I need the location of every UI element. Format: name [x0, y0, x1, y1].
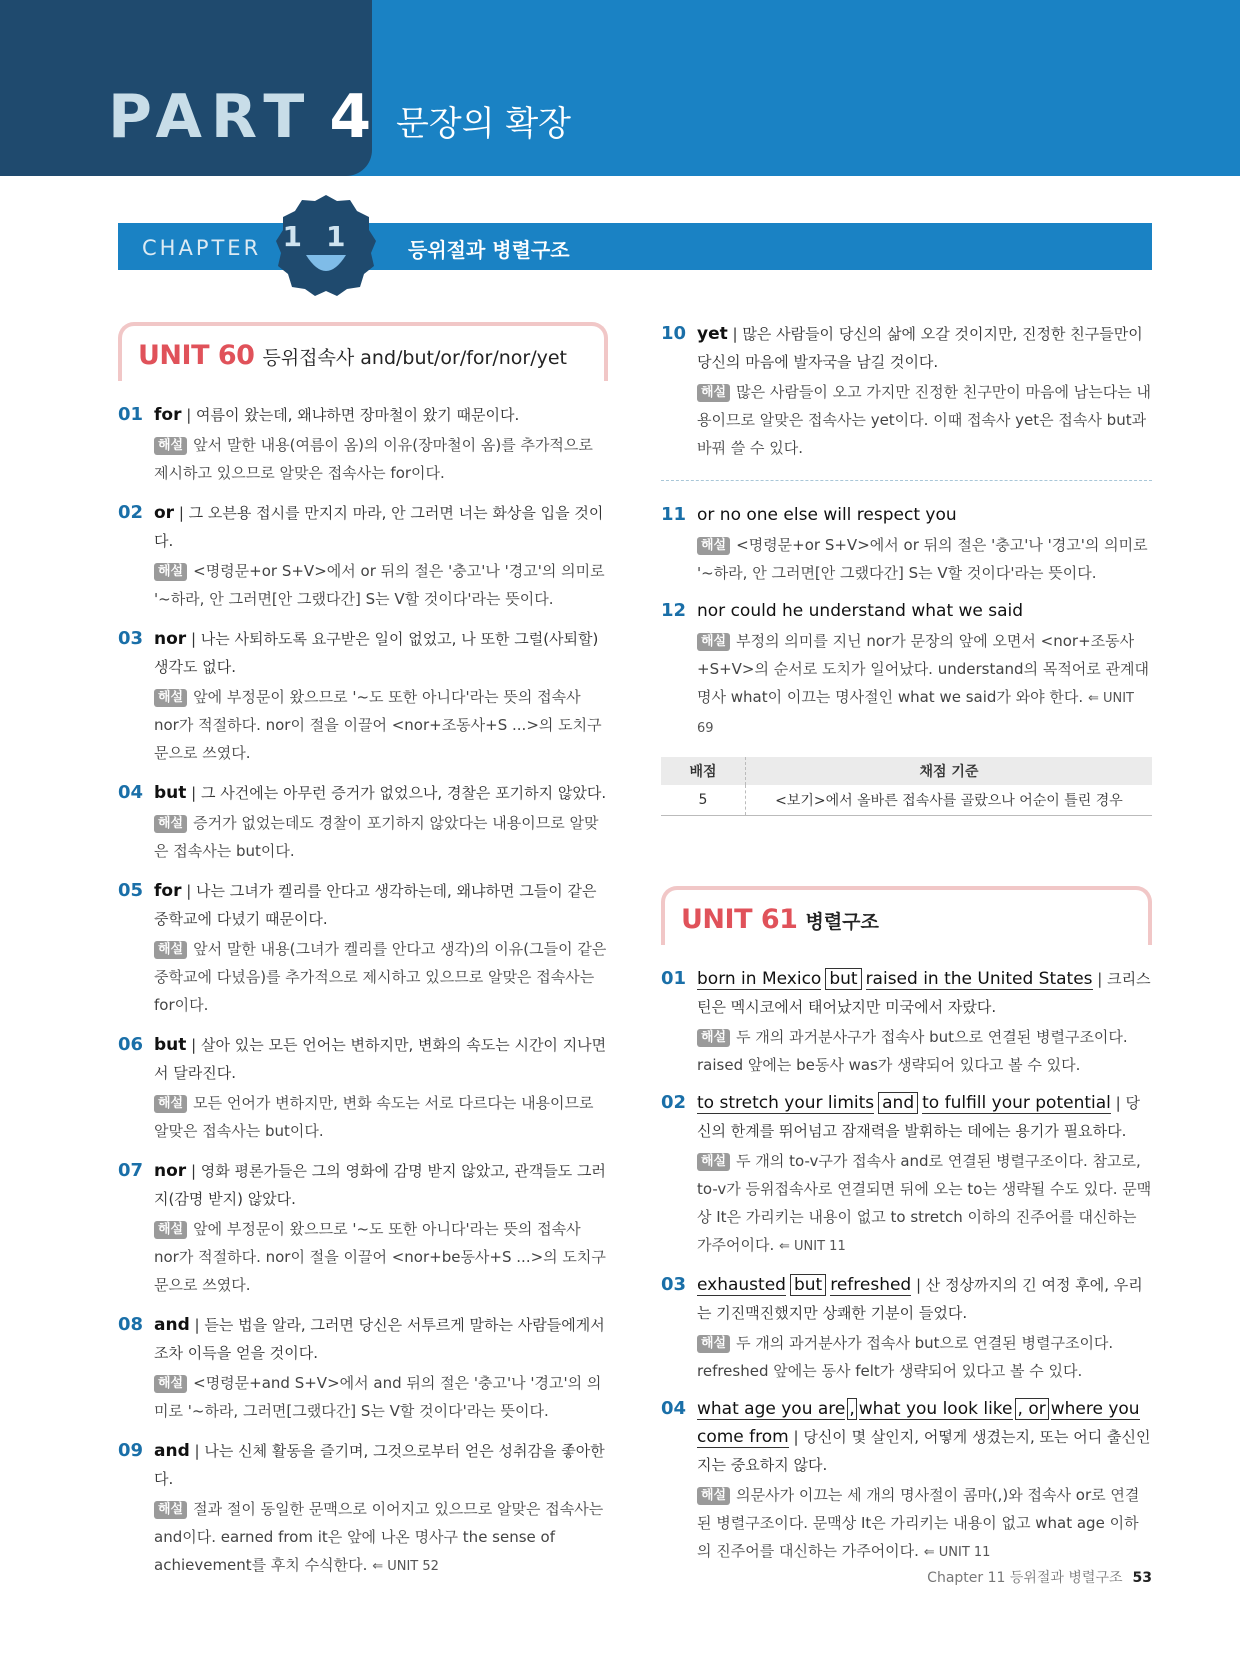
item-number: 07 [118, 1160, 144, 1181]
parallel-part: exhausted [697, 1275, 786, 1295]
score-header: 배점 [661, 757, 746, 785]
explanation-text: <명령문+or S+V>에서 or 뒤의 절은 '충고'나 '경고'의 의미로 '~하라, 안 그러면[안 그랬다간] S는 V할 것이다'라는 뜻이다. [154, 562, 605, 608]
explanation-text: 앞에 부정문이 왔으므로 '~도 또한 아니다'라는 뜻의 접속사 nor가 적절하다. nor이 절을 이끌어 <nor+be동사+S ...>의 도치구문으로 쓰였다. [154, 1220, 606, 1294]
answer-item-10 [661, 320, 1152, 462]
explanation-tag: 해설 [697, 633, 730, 651]
answer-sentence: nor could he understand what we said [697, 601, 1024, 621]
answer-translation: | 당신의 한계를 뛰어넘고 잠재력을 발휘하는 데에는 용기가 필요하다. [697, 1094, 1140, 1140]
unit-reference: ⇐ UNIT 11 [779, 1239, 846, 1254]
explanation-tag: 해설 [154, 1375, 187, 1393]
unit-60-items [118, 401, 608, 1581]
item-number: 04 [118, 782, 144, 803]
answer-item-03 [118, 625, 608, 769]
explanation-text: 증거가 없었는데도 경찰이 포기하지 않았다는 내용이므로 알맞은 접속사는 but이다. [154, 814, 599, 860]
answer-item-09 [118, 1437, 608, 1581]
page-footer [927, 1567, 1152, 1587]
item-number: 08 [118, 1314, 144, 1335]
answer-keyword: nor [154, 629, 187, 649]
answer-translation: | 산 정상까지의 긴 여정 후에, 우리는 기진맥진했지만 상쾌한 기분이 들었다. [697, 1276, 1143, 1322]
criteria-value: <보기>에서 올바른 접속사를 골랐으나 어순이 틀린 경우 [746, 785, 1153, 816]
conjunction-box: but [790, 1274, 826, 1296]
answer-translation: | 많은 사람들이 당신의 삶에 오갈 것이지만, 진정한 친구들만이 당신의 마음에 발자국을 남길 것이다. [697, 325, 1143, 371]
answer-translation: | 나는 사퇴하도록 요구받은 일이 없었고, 나 또한 그럴(사퇴할) 생각도 없다. [154, 630, 599, 676]
explanation-tag: 해설 [154, 563, 187, 581]
answer-item-08 [118, 1311, 608, 1427]
unit-reference: ⇐ UNIT 11 [923, 1545, 991, 1560]
item-number: 02 [661, 1092, 687, 1113]
answer-keyword: and [154, 1315, 190, 1335]
answer-item-01 [118, 401, 608, 489]
part-number: 4 [329, 82, 381, 152]
explanation-text: 부정의 의미를 지닌 nor가 문장의 앞에 오면서 <nor+조동사+S+V>의 순서로 도치가 일어났다. understand의 목적어로 관계대명사 what이 이끄는 명사절인 what we said가 와야 한다. [697, 632, 1150, 706]
explanation-tag: 해설 [697, 1335, 730, 1353]
explanation-text: 의문사가 이끄는 세 개의 명사절이 콤마(,)와 접속사 or로 연결된 병렬구조이다. 문맥상 It은 가리키는 내용이 없고 what age 이하의 진주어를 대신하는 가주어이다. [697, 1486, 1140, 1560]
unit-61-name: UNIT 61 [681, 904, 798, 935]
answer-translation: | 나는 신체 활동을 즐기며, 그것으로부터 얻은 성취감을 좋아한다. [154, 1442, 605, 1488]
parallel-part: refreshed [830, 1275, 912, 1295]
answer-item-06 [118, 1031, 608, 1147]
explanation-text: 두 개의 과거분사구가 접속사 but으로 연결된 병렬구조이다. raised 앞에는 be동사 was가 생략되어 있다고 볼 수 있다. [697, 1028, 1128, 1074]
part-title: 문장의 확장 [396, 104, 572, 144]
explanation-tag: 해설 [697, 1029, 730, 1047]
item-number: 01 [118, 404, 144, 425]
explanation-tag: 해설 [154, 1221, 187, 1239]
right-column [661, 320, 1152, 1577]
unit-60-header [118, 322, 608, 381]
answer-keyword: for [154, 405, 182, 425]
explanation-text: 두 개의 과거분사가 접속사 but으로 연결된 병렬구조이다. refreshed 앞에는 동사 felt가 생략되어 있다고 볼 수 있다. [697, 1334, 1114, 1380]
item-number: 03 [661, 1274, 687, 1295]
answer-translation: | 살아 있는 모든 언어는 변하지만, 변화의 속도는 시간이 지나면서 달라진다. [154, 1036, 607, 1082]
unit-61-header [661, 886, 1152, 945]
answer-keyword: but [154, 1035, 187, 1055]
answer-keyword: or [154, 503, 175, 523]
chapter-number: 11 [282, 220, 370, 253]
item-number: 09 [118, 1440, 144, 1461]
parallel-part: born in Mexico [697, 969, 822, 989]
item-number: 03 [118, 628, 144, 649]
parallel-part: to stretch your limits [697, 1093, 875, 1113]
explanation-tag: 해설 [154, 437, 187, 455]
answer-translation: | 여름이 왔는데, 왜냐하면 장마철이 왔기 때문이다. [181, 406, 520, 424]
explanation-text: <명령문+and S+V>에서 and 뒤의 절은 '충고'나 '경고'의 의미로 '~하라, 그러면[그랬다간] S는 V할 것이다'라는 뜻이다. [154, 1374, 602, 1420]
conjunction-box: but [825, 968, 861, 990]
item-number: 05 [118, 880, 144, 901]
item-number: 10 [661, 323, 687, 344]
criteria-header: 채점 기준 [746, 757, 1153, 785]
explanation-tag: 해설 [154, 941, 187, 959]
explanation-text: <명령문+or S+V>에서 or 뒤의 절은 '충고'나 '경고'의 의미로 '~하라, 안 그러면[안 그랬다간] S는 V할 것이다'라는 뜻이다. [697, 536, 1148, 582]
parallel-part: to fulfill your potential [922, 1093, 1111, 1113]
explanation-tag: 해설 [154, 1095, 187, 1113]
conjunction-box: , or [1015, 1398, 1049, 1420]
unit-61-item-02 [661, 1089, 1152, 1261]
footer-chapter: Chapter 11 등위절과 병렬구조 [927, 1570, 1123, 1586]
unit-61-item-03 [661, 1271, 1152, 1385]
conjunction-box: , [849, 1399, 855, 1419]
score-value: 5 [661, 785, 746, 816]
answer-translation: | 듣는 법을 알라, 그러면 당신은 서투르게 말하는 사람들에게서조차 이득을 얻을 것이다. [154, 1316, 605, 1362]
part-label: PART 4 [108, 82, 381, 152]
answer-keyword: but [154, 783, 187, 803]
answer-item-02 [118, 499, 608, 615]
item-number: 01 [661, 968, 687, 989]
answer-item-04 [118, 779, 608, 867]
answer-item-12 [661, 597, 1152, 743]
item-number: 04 [661, 1398, 687, 1419]
explanation-text: 모든 언어가 변하지만, 변화 속도는 서로 다르다는 내용이므로 알맞은 접속사는 but이다. [154, 1094, 594, 1140]
answer-keyword: and [154, 1441, 190, 1461]
item-number: 06 [118, 1034, 144, 1055]
parallel-part: what you look like [858, 1399, 1013, 1419]
unit-60-name: UNIT 60 [138, 340, 255, 371]
unit-61-item-01 [661, 965, 1152, 1079]
parallel-part: raised in the United States [865, 969, 1093, 989]
unit-reference: ⇐ UNIT 52 [372, 1559, 439, 1574]
explanation-text: 앞서 말한 내용(그녀가 켈리를 안다고 생각)의 이유(그들이 같은 중학교에 다녔음)를 추가적으로 제시하고 있으므로 알맞은 접속사는 for이다. [154, 940, 607, 1014]
answer-item-05 [118, 877, 608, 1021]
chapter-title: 등위절과 병렬구조 [408, 238, 570, 262]
explanation-tag: 해설 [697, 1153, 730, 1171]
parallel-part: what age you are [697, 1399, 846, 1419]
scoring-table [661, 757, 1152, 816]
explanation-tag: 해설 [697, 1487, 730, 1505]
chapter-badge [274, 193, 378, 297]
unit-reference: ⇐ UNIT 69 [697, 691, 1134, 736]
answer-translation: | 그 오븐용 접시를 만지지 마라, 안 그러면 너는 화상을 입을 것이다. [154, 504, 604, 550]
explanation-tag: 해설 [697, 384, 730, 402]
explanation-tag: 해설 [154, 689, 187, 707]
unit-61-item-04 [661, 1395, 1152, 1567]
answer-translation: | 크리스틴은 멕시코에서 태어났지만 미국에서 자랐다. [697, 970, 1151, 1016]
unit-60-subtitle: 등위접속사 and/but/or/for/nor/yet [262, 347, 568, 369]
explanation-text: 앞에 부정문이 왔으므로 '~도 또한 아니다'라는 뜻의 접속사 nor가 적절하다. nor이 절을 이끌어 <nor+조동사+S ...>의 도치구문으로 쓰였다. [154, 688, 602, 762]
answer-keyword: nor [154, 1161, 187, 1181]
unit-61-subtitle: 병렬구조 [805, 911, 879, 933]
conjunction-box: and [878, 1092, 918, 1114]
explanation-tag: 해설 [154, 1501, 187, 1519]
page-number: 53 [1132, 1570, 1152, 1586]
explanation-text: 절과 절이 동일한 문맥으로 이어지고 있으므로 알맞은 접속사는 and이다. earned from it은 앞에 나온 명사구 the sense of achievement를 후치 수식한다. [154, 1500, 604, 1574]
answer-translation: | 당신이 몇 살인지, 어떻게 생겼는지, 또는 어디 출신인지는 중요하지 않다. [697, 1428, 1151, 1474]
item-number: 12 [661, 600, 687, 621]
explanation-tag: 해설 [154, 815, 187, 833]
answer-sentence: or no one else will respect you [697, 505, 957, 525]
chapter-label: CHAPTER [142, 236, 262, 260]
answer-keyword: yet [697, 324, 728, 344]
explanation-text: 앞서 말한 내용(여름이 옴)의 이유(장마철이 옴)를 추가적으로 제시하고 있으므로 알맞은 접속사는 for이다. [154, 436, 593, 482]
divider [661, 480, 1152, 481]
answer-translation: | 그 사건에는 아무런 증거가 없었으나, 경찰은 포기하지 않았다. [186, 784, 607, 802]
answer-keyword: for [154, 881, 182, 901]
answer-translation: | 나는 그녀가 켈리를 안다고 생각하는데, 왜냐하면 그들이 같은 중학교에 다녔기 때문이다. [154, 882, 597, 928]
explanation-tag: 해설 [697, 537, 730, 555]
item-number: 02 [118, 502, 144, 523]
left-column [118, 322, 608, 1591]
parallel-part: where you come from [697, 1399, 1140, 1447]
item-number: 11 [661, 504, 687, 525]
answer-translation: | 영화 평론가들은 그의 영화에 감명 받지 않았고, 관객들도 그러지(감명 받지) 않았다. [154, 1162, 606, 1208]
explanation-text: 두 개의 to-v구가 접속사 and로 연결된 병렬구조이다. 참고로, to-v가 등위접속사로 연결되면 뒤에 오는 to는 생략될 수도 있다. 문맥상 It은 가리키는 내용이 없고 to stretch 이하의 진주어를 대신하는 가주어이다. [697, 1152, 1152, 1254]
answer-item-11 [661, 501, 1152, 587]
explanation-text: 많은 사람들이 오고 가지만 진정한 친구만이 마음에 남는다는 내용이므로 알맞은 접속사는 yet이다. 이때 접속사 yet은 접속사 but과 바꿔 쓸 수 있다. [697, 383, 1152, 457]
answer-item-07 [118, 1157, 608, 1301]
